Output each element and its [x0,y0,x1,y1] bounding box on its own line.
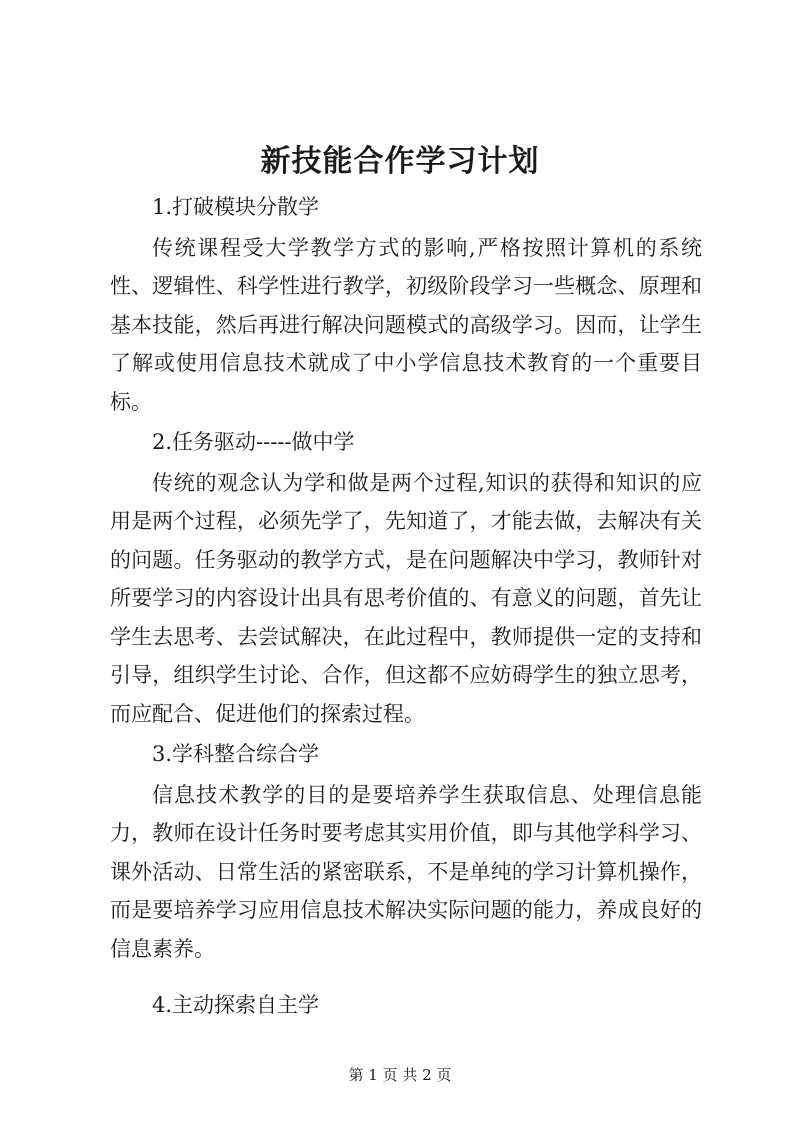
section-heading-1: 1.打破模块分散学 [152,195,320,219]
document-body [110,188,702,1027]
section-paragraph-1: 传统课程受大学教学方式的影响,严格按照计算机的系统性、逻辑性、科学性进行教学，初级阶段学习一些概念、原理和基本技能，然后再进行解决问题模式的高级学习。因而，让学生了解或使用信息技术就成了中小学信息技术教育的一个重要目标。 [110,235,702,414]
section-heading-2: 2.任务驱动-----做中学 [152,430,355,454]
section-heading-4: 4.主动探索自主学 [152,993,320,1017]
section-paragraph-3: 信息技术教学的目的是要培养学生获取信息、处理信息能力，教师在设计任务时要考虑其实用价值，即与其他学科学习、课外活动、日常生活的紧密联系，不是单纯的学习计算机操作，而是要培养学习应用信息技术解决实际问题的能力，养成良好的信息素养。 [110,782,702,961]
document-title: 新技能合作学习计划 [260,144,540,179]
page-number-footer: 第 1 页 共 2 页 [348,1066,452,1084]
section-paragraph-2: 传统的观念认为学和做是两个过程,知识的获得和知识的应用是两个过程，必须先学了，先知道了，才能去做，去解决有关的问题。任务驱动的教学方式，是在问题解决中学习，教师针对所要学习的内容设计出具有思考价值的、有意义的问题，首先让学生去思考、去尝试解决，在此过程中，教师提供一定的支持和引导，组织学生讨论、合作，但这都不应妨碍学生的独立思考，而应配合、促进他们的探索过程。 [110,470,702,726]
section-heading-3: 3.学科整合综合学 [152,742,320,766]
